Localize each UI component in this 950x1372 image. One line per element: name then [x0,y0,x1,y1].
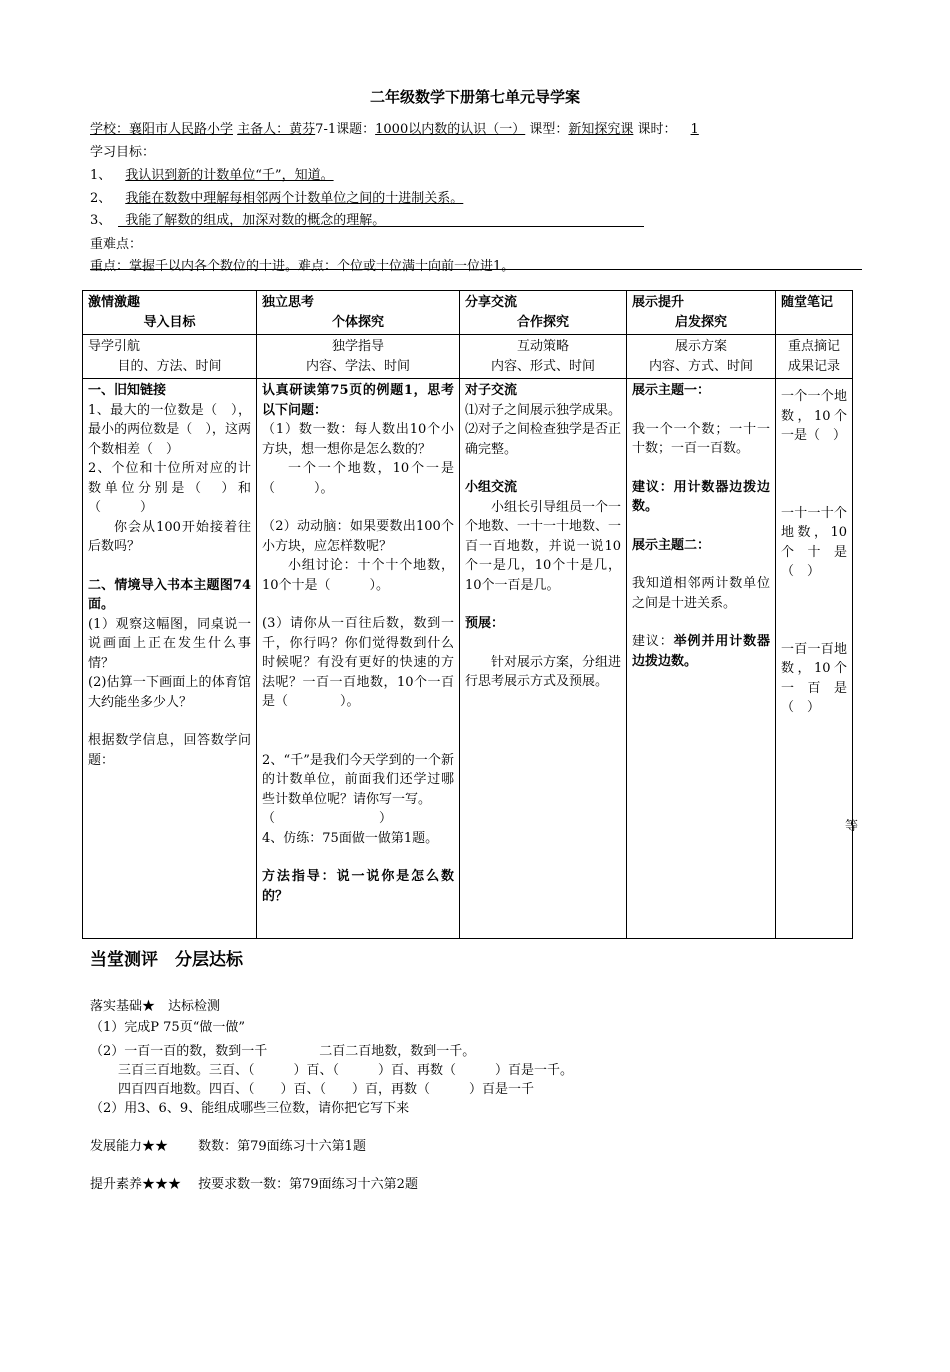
lesson-hours: 1 [690,122,699,137]
lesson-type: 新知探究课 [568,122,634,137]
test-improve: 提升素养★★★ 按要求数一数：第79面练习十六第2题 [90,1177,418,1192]
page-title: 二年级数学下册第七单元导学案 [369,88,580,106]
subheader-col-5: 重点摘记 成果记录 [776,335,853,379]
meta-line [90,118,713,137]
goal-item-1: 1、 我认识到新的计数单位“千”，知道。 [90,168,334,183]
type-label: 课型： [529,122,569,137]
test-heading: 当堂测评 分层达标 [90,950,243,970]
author: 主备人：黄芬 [237,122,316,137]
body-col-4: 展示主题一： 我一个一个数；一十一十数；一百一百数。 建议：用计数器边拨边数。 展示主题二： 我知道相邻两计数单位之间是十进关系。 建议：举例并用计数器边拨边数。 [627,379,776,939]
subheader-col-1: 导学引航 目的、方法、时间 [83,335,257,379]
hours-label: 课时： [637,122,677,137]
test-line-1: （1）完成P 75页“做一做” [90,1020,245,1035]
body-col-3: 对子交流 ⑴对子之间展示独学成果。 ⑵对子之间检查独学是否正确完整。 小组交流 小组长引导组员一个一个地数、一十一十地数、一百一百地数，并说一说10个一是几，10个十是几，10个一百是几。 预展： 针对展示方案，分组进行思考展示方式及预展。 [460,379,627,939]
test-line-5: （2）用3、6、9、能组成哪些三位数，请你把它写下来 [90,1101,410,1116]
key-heading: 重难点： [90,237,143,252]
lesson-title: 1000以内数的认识（一） [375,122,526,137]
subheader-col-4: 展示方案 内容、方式、时间 [627,335,776,379]
lesson-table [82,290,861,939]
body-col-2: 认真研读第75页的例题1，思考以下问题： （1）数一数：每人数出10个小方块，想一想你是怎么数的？ 一个一个地数，10个一是（ ）。 （2）动动脑：如果要数出100个小方块，应怎样数呢？ 小组讨论：十个十个地数，10个十是（ ）。 (3）请你从一百往后数，数到一千，你行吗？你们觉得数到什么时候呢？有没有更好的快速的方法呢？一百一百地数，10个一百是（ ）。 2、“千”是我们今天学到的一个新的计数单位，前面我们还学过哪些计数单位呢？请你写一写。 （ ） 4、仿练：75面做一做第1题。 方法指导：说一说你是怎么数的？ [257,379,460,939]
test-line-4: 四百四百地数。四百、（ ）百、（ ）百，再数（ ）百是一千 [118,1082,535,1097]
table-subheader-row [83,335,853,379]
header-col-5: 随堂笔记 [776,291,853,335]
header-col-1: 激情激趣 导入目标 [83,291,257,335]
outside-note: 等 [845,819,859,834]
goal-item-3: 3、 我能了解数的组成，加深对数的概念的理解。 [90,213,386,228]
body-col-1: 一、旧知链接 1、最大的一位数是（ ），最小的两位数是（ ），这两个数相差（ ） 2、个位和十位所对应的计数单位分别是（ ）和（ ） 你会从100开始接着往后数吗？ 二、情境导入书本主题图74面。 (1）观察这幅图，同桌说一说画面上正在发生什么事情？ (2)估算一下画面上的体育馆大约能坐多少人？ 根据数学信息，回答数学问题： [83,379,257,939]
body-col-5: 一个一个地数，10个一是（ ） 一十一十个 地数，10个十是（ ） 一百一百地数，10个一百是（ ） [776,379,853,939]
lesson-label: 课题： [336,122,376,137]
test-basic: 落实基础★ 达标检测 [90,999,221,1014]
table-header-row [83,291,853,335]
subheader-col-2: 独学指导 内容、学法、时间 [257,335,460,379]
subheader-col-3: 互动策略 内容、形式、时间 [460,335,627,379]
table-body-row [83,379,853,939]
header-col-4: 展示提升 启发探究 [627,291,776,335]
test-line-3: 三百三百地数。三百、（ ）百、（ ）百、再数（ ）百是一千。 [118,1063,574,1078]
school: 学校：襄阳市人民路小学 [90,122,234,137]
key-underline [90,269,862,270]
test-develop: 发展能力★★ 数数：第79面练习十六第1题 [90,1139,366,1154]
lesson-code: 7-1 [315,122,337,137]
header-col-2: 独立思考 个体探究 [257,291,460,335]
key-points: 重点：掌握千以内各个数位的十进。难点：个位或十位满十向前一位进1。 [90,259,515,274]
goal-item-2: 2、 我能在数数中理解每相邻两个计数单位之间的十进制关系。 [90,191,464,206]
goal-3-underline [118,226,644,227]
header-col-3: 分享交流 合作探究 [460,291,627,335]
goals-heading: 学习目标： [90,145,156,160]
test-line-2: （2）一百一百的数，数到一千 二百二百地数，数到一千。 [90,1044,476,1059]
